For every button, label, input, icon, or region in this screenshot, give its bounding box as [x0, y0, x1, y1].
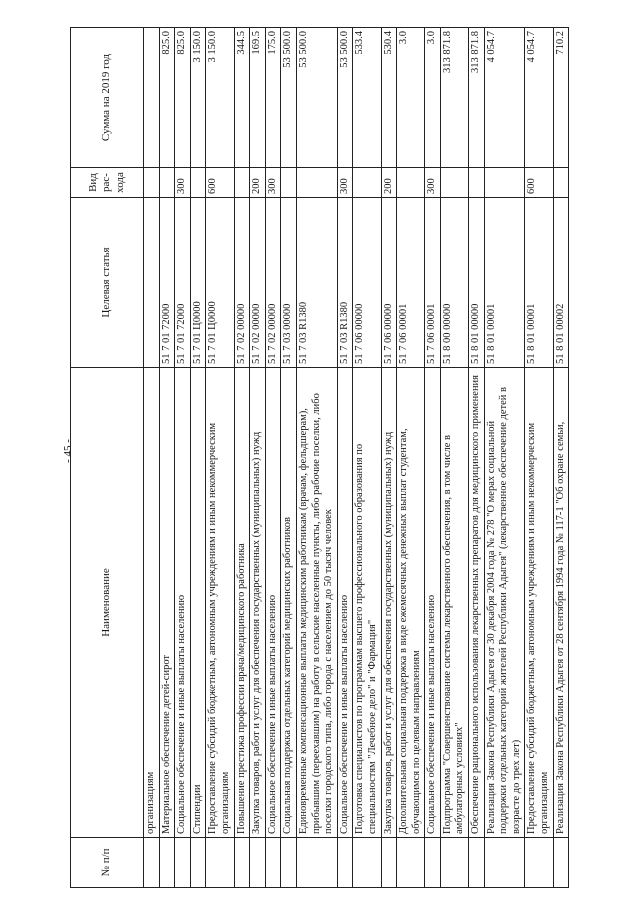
table-row	[190, 28, 206, 888]
row-target-code: 51 7 03 R1380	[296, 198, 337, 368]
row-number	[281, 838, 297, 888]
row-amount: 3 150.0	[190, 28, 206, 168]
row-name: Закупка товаров, работ и услуг для обеспечения государственных (муниципальных) нужд	[250, 368, 266, 838]
budget-table-sheet	[70, 28, 610, 888]
row-target-code: 51 7 06 00000	[381, 198, 397, 368]
row-number	[397, 838, 425, 888]
row-expense-kind	[440, 168, 468, 198]
table-row	[397, 28, 425, 888]
row-amount: 825.0	[159, 28, 175, 168]
row-amount: 53 500.0	[296, 28, 337, 168]
row-target-code: 51 8 01 00002	[553, 198, 569, 368]
row-amount: 3.0	[397, 28, 425, 168]
row-expense-kind: 200	[381, 168, 397, 198]
row-name: Реализация Закона Республики Адыгея от 30 декабря 2004 года № 278 "О мерах социальной поддержки отдельных категорий жителей Республики Адыгея" (лекарственное обеспечение детей в возрасте до трех лет)	[484, 368, 525, 838]
row-target-code: 51 7 02 00000	[234, 198, 250, 368]
row-amount: 175.0	[265, 28, 281, 168]
row-target-code: 51 7 02 00000	[265, 198, 281, 368]
row-target-code: 51 7 06 00000	[353, 198, 381, 368]
table-row	[337, 28, 353, 888]
row-number	[144, 838, 160, 888]
row-amount: 530.4	[381, 28, 397, 168]
row-name: Социальная поддержка отдельных категорий медицинских работников	[281, 368, 297, 838]
row-target-code: 51 7 02 00000	[250, 198, 266, 368]
row-name: Социальное обеспечение и иные выплаты населению	[175, 368, 191, 838]
row-name: Подготовка специалистов по программам высшего профессионального образования по специальностям "Лечебное дело" и "Фармация"	[353, 368, 381, 838]
row-expense-kind: 600	[206, 168, 234, 198]
table-row	[353, 28, 381, 888]
row-expense-kind: 600	[525, 168, 553, 198]
row-target-code: 51 7 06 00001	[425, 198, 441, 368]
row-target-code: 51 8 01 00001	[484, 198, 525, 368]
table-row	[425, 28, 441, 888]
row-expense-kind: 300	[265, 168, 281, 198]
table-row	[265, 28, 281, 888]
row-name: Социальное обеспечение и иные выплаты населению	[425, 368, 441, 838]
row-amount: 825.0	[175, 28, 191, 168]
row-target-code: 51 7 01 Ц0000	[190, 198, 206, 368]
table-row	[440, 28, 468, 888]
row-target-code: 51 7 06 00001	[397, 198, 425, 368]
header-code: Целевая статья	[71, 198, 144, 368]
row-name: Реализация Закона Республики Адыгея от 28 сентября 1994 года № 117-1 "Об охране семьи,	[553, 368, 569, 838]
table-row	[484, 28, 525, 888]
row-name: Предоставление субсидий бюджетным, автономным учреждениям и иным некоммерческим организациям	[525, 368, 553, 838]
row-amount: 313 871.8	[469, 28, 485, 168]
header-name: Наименование	[71, 368, 144, 838]
table-row	[234, 28, 250, 888]
header-kind: Вид рас-хода	[71, 168, 144, 198]
row-number	[553, 838, 569, 888]
table-row	[525, 28, 553, 888]
row-number	[250, 838, 266, 888]
row-amount: 53 500.0	[281, 28, 297, 168]
row-expense-kind	[281, 168, 297, 198]
row-expense-kind	[144, 168, 160, 198]
row-number	[206, 838, 234, 888]
row-expense-kind	[397, 168, 425, 198]
row-expense-kind	[553, 168, 569, 198]
row-number	[525, 838, 553, 888]
row-amount: 169.5	[250, 28, 266, 168]
table-row	[469, 28, 485, 888]
row-amount: 3.0	[425, 28, 441, 168]
table-header-row	[71, 28, 144, 888]
page-number: - 45 -	[62, 439, 74, 463]
table-row	[144, 28, 160, 888]
row-target-code: 51 7 01 72000	[175, 198, 191, 368]
row-target-code: 51 7 03 R1380	[337, 198, 353, 368]
header-sum: Сумма на 2019 год	[71, 28, 144, 168]
row-number	[296, 838, 337, 888]
row-amount: 3 150.0	[206, 28, 234, 168]
row-number	[484, 838, 525, 888]
row-expense-kind	[469, 168, 485, 198]
row-number	[159, 838, 175, 888]
row-name: Повышение престижа профессии врача/медицинского работника	[234, 368, 250, 838]
row-expense-kind	[353, 168, 381, 198]
row-amount: 53 500.0	[337, 28, 353, 168]
row-expense-kind: 300	[425, 168, 441, 198]
row-number	[469, 838, 485, 888]
row-number	[234, 838, 250, 888]
row-target-code: 51 8 00 00000	[440, 198, 468, 368]
table-row	[250, 28, 266, 888]
row-number	[175, 838, 191, 888]
row-expense-kind: 200	[250, 168, 266, 198]
table-row	[381, 28, 397, 888]
table-row	[553, 28, 569, 888]
row-name: Предоставление субсидий бюджетным, автономным учреждениям и иным некоммерческим организациям	[206, 368, 234, 838]
row-number	[381, 838, 397, 888]
header-num: № п/п	[71, 838, 144, 888]
row-number	[440, 838, 468, 888]
table-row	[296, 28, 337, 888]
row-name: Закупка товаров, работ и услуг для обеспечения государственных (муниципальных) нужд	[381, 368, 397, 838]
row-number	[337, 838, 353, 888]
row-target-code	[144, 198, 160, 368]
row-number	[265, 838, 281, 888]
row-name: Единовременные компенсационные выплаты медицинским работникам (врачам, фельдшерам), прибывшим (переехавшим) на работу в сельские населенные пункты, либо рабочие поселки, либо поселки городского типа, либо города с населением до 50 тысяч человек	[296, 368, 337, 838]
row-name: Дополнительная социальная поддержка в виде ежемесячных денежных выплат студентам, обучающимся по целевым направлениям	[397, 368, 425, 838]
row-expense-kind	[484, 168, 525, 198]
row-expense-kind: 300	[337, 168, 353, 198]
row-amount: 344.5	[234, 28, 250, 168]
table-body	[144, 28, 569, 888]
row-amount: 4 054.7	[525, 28, 553, 168]
row-target-code: 51 7 01 Ц0000	[206, 198, 234, 368]
row-name: Материальное обеспечение детей-сирот	[159, 368, 175, 838]
table-row	[206, 28, 234, 888]
budget-table	[70, 27, 569, 888]
row-number	[353, 838, 381, 888]
table-row	[159, 28, 175, 888]
table-row	[281, 28, 297, 888]
row-amount	[144, 28, 160, 168]
row-amount: 313 871.8	[440, 28, 468, 168]
row-name: Обеспечение рационального использования лекарственных препаратов для медицинского применения	[469, 368, 485, 838]
table-row	[175, 28, 191, 888]
row-name: Социальное обеспечение и иные выплаты населению	[265, 368, 281, 838]
row-target-code: 51 8 01 00001	[525, 198, 553, 368]
row-target-code: 51 7 03 00000	[281, 198, 297, 368]
row-name: Социальное обеспечение и иные выплаты населению	[337, 368, 353, 838]
row-amount: 710.2	[553, 28, 569, 168]
row-expense-kind	[190, 168, 206, 198]
row-amount: 533.4	[353, 28, 381, 168]
row-expense-kind: 300	[175, 168, 191, 198]
row-name: Подпрограмма "Совершенствование системы лекарственного обеспечения, в том числе в амбулаторных условиях"	[440, 368, 468, 838]
row-name: Стипендии	[190, 368, 206, 838]
row-number	[425, 838, 441, 888]
row-target-code: 51 7 01 72000	[159, 198, 175, 368]
row-number	[190, 838, 206, 888]
row-name: организациям	[144, 368, 160, 838]
row-expense-kind	[159, 168, 175, 198]
row-amount: 4 054.7	[484, 28, 525, 168]
row-expense-kind	[234, 168, 250, 198]
row-target-code: 51 8 01 00000	[469, 198, 485, 368]
row-expense-kind	[296, 168, 337, 198]
